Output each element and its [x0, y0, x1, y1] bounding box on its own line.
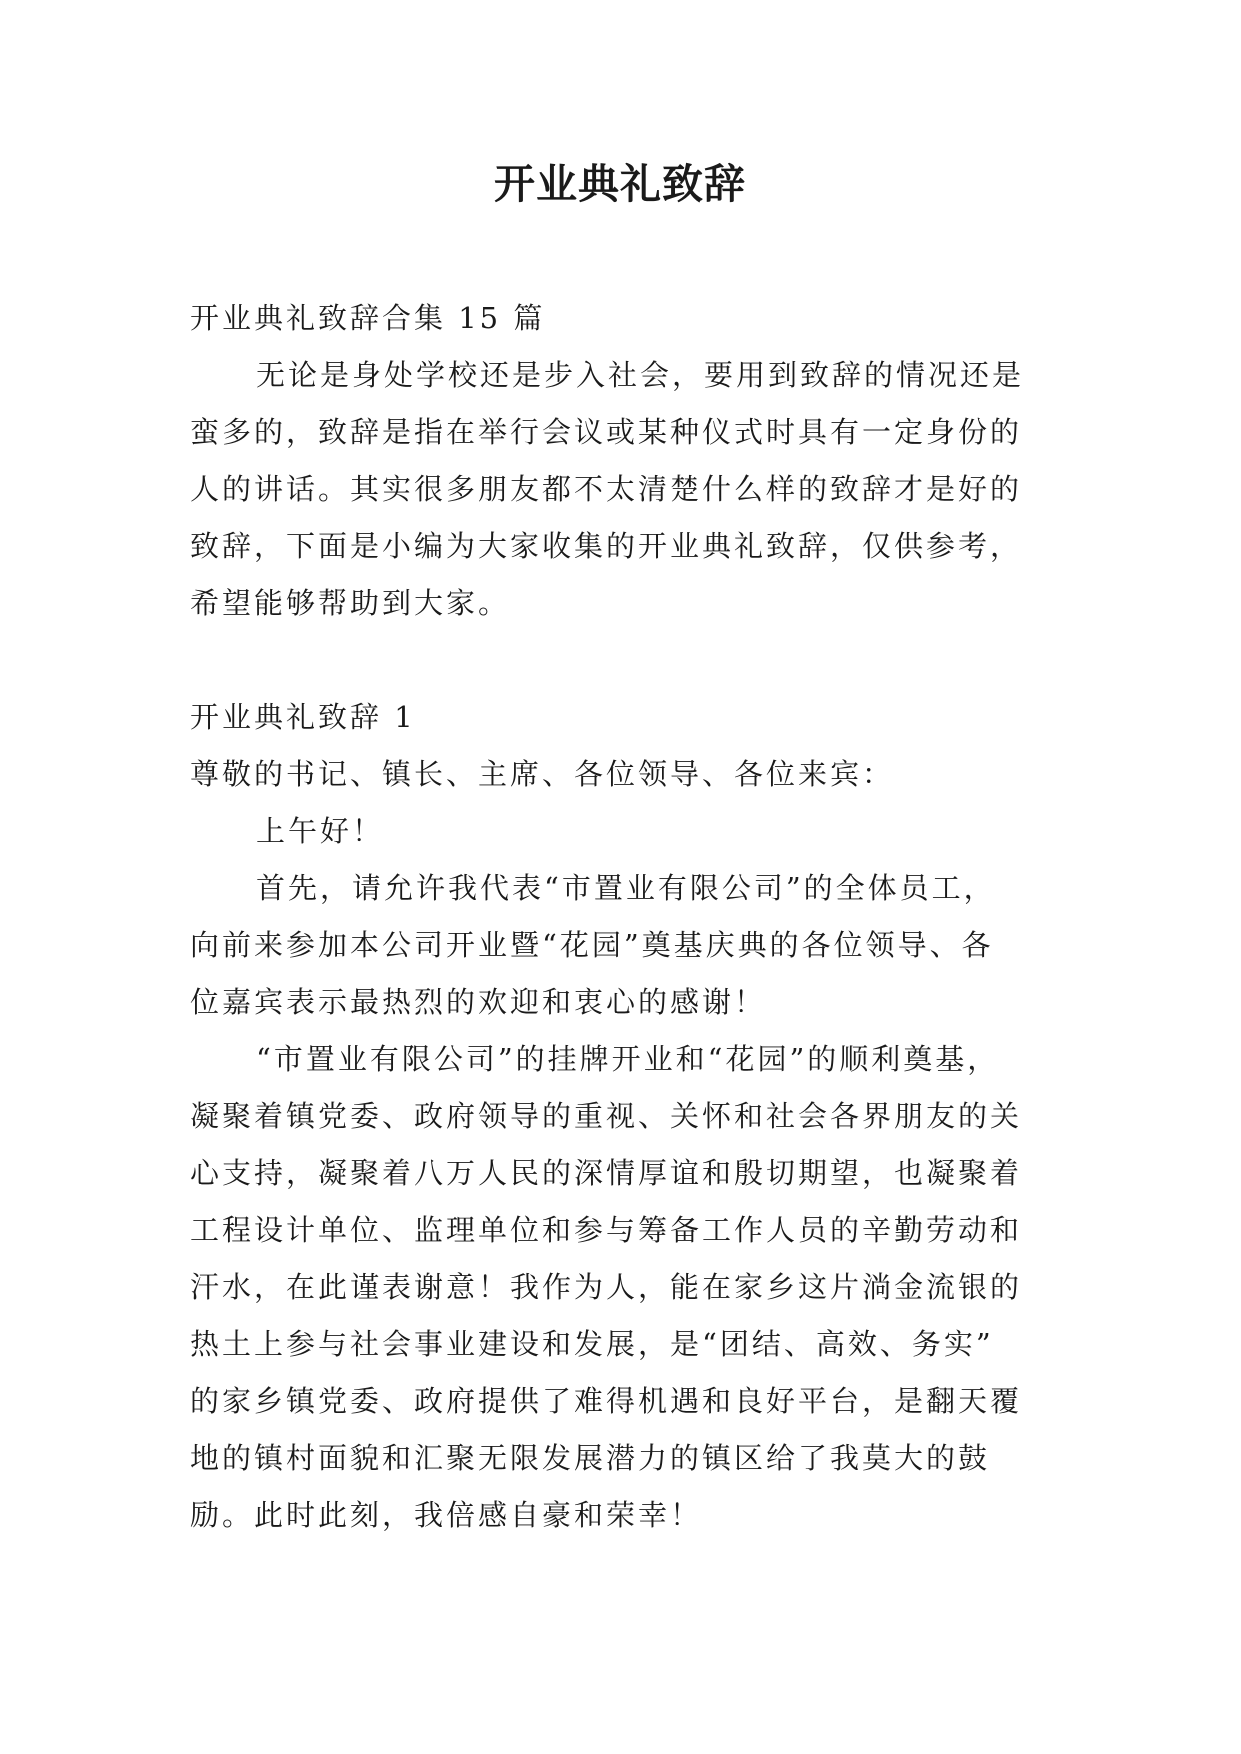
paragraph-gap	[190, 632, 1060, 689]
speech-line: 汗水，在此谨表谢意！我作为人，能在家乡这片淌金流银的	[190, 1270, 1023, 1304]
speech-line: “市置业有限公司”的挂牌开业和“花园”的顺利奠基，	[256, 1042, 1000, 1076]
speech-line: 的家乡镇党委、政府提供了难得机遇和良好平台，是翻天覆	[190, 1384, 1023, 1418]
salutation-line: 尊敬的书记、镇长、主席、各位领导、各位来宾：	[190, 757, 895, 791]
collection-heading: 开业典礼致辞合集 15 篇	[190, 301, 546, 335]
speech-line: 励。此时此刻，我倍感自豪和荣幸！	[190, 1498, 703, 1532]
speech-line: 心支持，凝聚着八万人民的深情厚谊和殷切期望，也凝聚着	[190, 1156, 1023, 1190]
speech-line: 向前来参加本公司开业暨“花园”奠基庆典的各位领导、各	[190, 928, 994, 962]
speech-line: 凝聚着镇党委、政府领导的重视、关怀和社会各界朋友的关	[190, 1099, 1023, 1133]
intro-line: 希望能够帮助到大家。	[190, 586, 511, 620]
speech-line: 工程设计单位、监理单位和参与筹备工作人员的辛勤劳动和	[190, 1213, 1023, 1247]
speech-line: 热土上参与社会事业建设和发展，是“团结、高效、务实”	[190, 1327, 994, 1361]
intro-line: 致辞，下面是小编为大家收集的开业典礼致辞，仅供参考，	[190, 529, 1023, 563]
document-body	[190, 290, 1060, 1544]
intro-line: 人的讲话。其实很多朋友都不太清楚什么样的致辞才是好的	[190, 472, 1023, 506]
intro-line: 无论是身处学校还是步入社会，要用到致辞的情况还是	[256, 358, 1025, 392]
speech-line: 地的镇村面貌和汇聚无限发展潜力的镇区给了我莫大的鼓	[190, 1441, 991, 1475]
greeting-line: 上午好！	[256, 814, 385, 848]
section-heading: 开业典礼致辞 1	[190, 700, 416, 734]
speech-line: 首先，请允许我代表“市置业有限公司”的全体员工，	[256, 871, 996, 905]
intro-line: 蛮多的，致辞是指在举行会议或某种仪式时具有一定身份的	[190, 415, 1023, 449]
speech-line: 位嘉宾表示最热烈的欢迎和衷心的感谢！	[190, 985, 767, 1019]
document-title: 开业典礼致辞	[494, 160, 746, 208]
